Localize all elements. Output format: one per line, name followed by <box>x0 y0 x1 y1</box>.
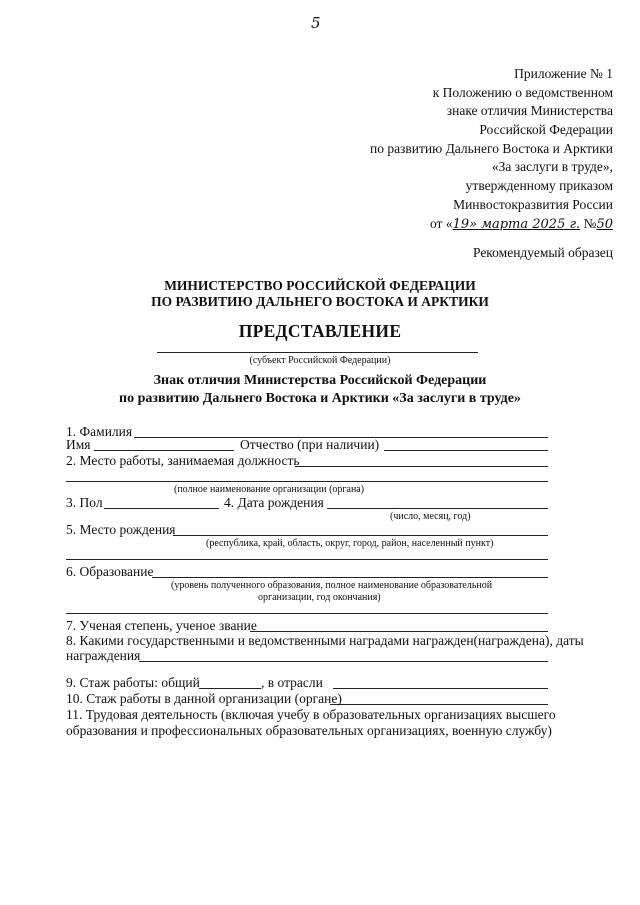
awards-field[interactable] <box>139 661 548 662</box>
surname-label: 1. Фамилия <box>66 424 133 439</box>
awards-label-2: награждения <box>66 648 141 663</box>
degree-field[interactable] <box>250 631 548 632</box>
labor-label-2: образования и профессиональных образовательных организациях, военную службу) <box>66 723 552 738</box>
edu-hint-2: организации, год окончания) <box>258 592 381 603</box>
sex-field[interactable] <box>104 508 219 509</box>
birth-date-field[interactable] <box>327 508 548 509</box>
workplace-label: 2. Место работы, занимаемая должность <box>66 453 300 468</box>
date-month-year: » марта 2025 г. <box>469 216 581 232</box>
education-field[interactable] <box>152 577 548 578</box>
document-title: ПРЕДСТАВЛЕНИЕ <box>238 321 402 341</box>
appendix-line: к Положению о ведомственном <box>432 84 613 100</box>
birth-place-field[interactable] <box>173 535 548 536</box>
sex-label: 3. Пол <box>66 495 103 510</box>
number-prefix: № <box>583 215 597 231</box>
awards-label-1: 8. Какими государственными и ведомственными наградами награжден(награждена), даты <box>66 633 584 648</box>
subject-hint: (субъект Российской Федерации) <box>249 355 391 366</box>
page-number: 5 <box>311 14 321 32</box>
date-hint: (число, месяц, год) <box>390 511 471 522</box>
name-field[interactable] <box>94 450 234 451</box>
award-heading <box>0 372 640 408</box>
date-day: 19 <box>452 216 470 232</box>
patronymic-field[interactable] <box>384 450 548 451</box>
experience-total-label: 9. Стаж работы: общий <box>66 675 200 690</box>
recommended-sample: Рекомендуемый образец <box>472 245 613 260</box>
birth-place-label: 5. Место рождения <box>66 522 176 537</box>
appendix-line: «За заслуги в труде», <box>491 159 613 175</box>
appendix-line: Минвостокразвития России <box>453 196 613 212</box>
ministry-heading <box>0 278 640 310</box>
patronymic-label: Отчество (при наличии) <box>240 437 380 452</box>
appendix-block <box>213 66 613 234</box>
name-label: Имя <box>66 437 91 452</box>
place-hint: (республика, край, область, округ, город, район, населенный пункт) <box>206 538 494 549</box>
experience-org-field[interactable] <box>330 704 548 705</box>
labor-label-1: 11. Трудовая деятельность (включая учебу в образовательных организациях высшего <box>66 707 556 722</box>
appendix-line: знаке отличия Министерства <box>446 103 613 119</box>
subject-line <box>157 352 478 353</box>
appendix-line: по развитию Дальнего Востока и Арктики <box>369 140 613 156</box>
education-label: 6. Образование <box>66 564 154 579</box>
edu-hint-1: (уровень полученного образования, полное наименование образовательной <box>171 580 493 591</box>
experience-total-field[interactable] <box>199 688 261 689</box>
appendix-line: утвержденному приказом <box>465 178 613 194</box>
education-field-2[interactable] <box>66 613 548 614</box>
order-number: 50 <box>596 216 613 232</box>
birth-date-label: 4. Дата рождения <box>224 495 324 510</box>
appendix-line: Российской Федерации <box>479 122 613 138</box>
appendix-line: Приложение № 1 <box>514 66 613 81</box>
workplace-field-2[interactable] <box>66 481 548 482</box>
experience-industry-label: , в отрасли <box>261 675 323 690</box>
award-line: Знак отличия Министерства Российской Федерации <box>153 373 487 388</box>
date-prefix: от « <box>429 215 453 231</box>
ministry-line: МИНИСТЕРСТВО РОССИЙСКОЙ ФЕДЕРАЦИИ <box>164 278 476 293</box>
order-date-line <box>213 216 613 235</box>
ministry-line: ПО РАЗВИТИЮ ДАЛЬНЕГО ВОСТОКА И АРКТИКИ <box>151 294 489 309</box>
degree-label: 7. Ученая степень, ученое звание <box>66 618 257 633</box>
award-line: по развитию Дальнего Востока и Арктики «За заслуги в труде» <box>119 391 521 406</box>
org-hint: (полное наименование организации (органа) <box>174 484 365 495</box>
birth-place-field-2[interactable] <box>66 559 548 560</box>
experience-org-label: 10. Стаж работы в данной организации (органе) <box>66 691 342 706</box>
workplace-field[interactable] <box>295 466 548 467</box>
experience-industry-field[interactable] <box>333 688 548 689</box>
